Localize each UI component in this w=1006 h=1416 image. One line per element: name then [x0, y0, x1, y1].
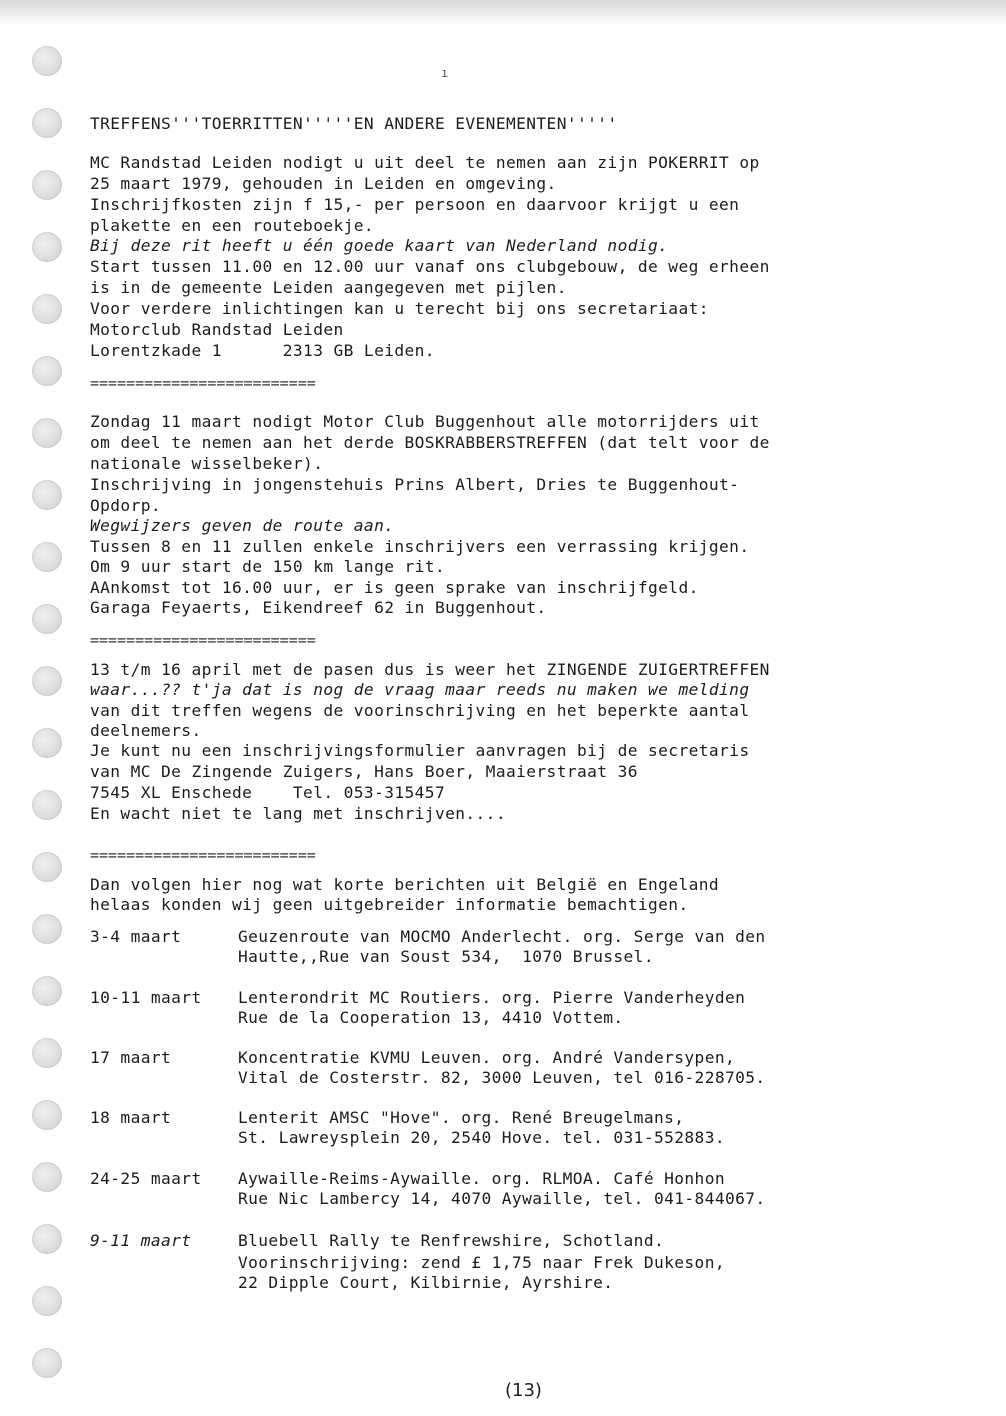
event-line: Voorinschrijving: zend £ 1,75 naar Frek Dukeson,: [238, 1253, 725, 1272]
section-2-line: nationale wisselbeker).: [90, 454, 324, 473]
section-1-line: Start tussen 11.00 en 12.00 uur vanaf ons clubgebouw, de weg erheen: [90, 257, 770, 276]
page-number: (13): [505, 1380, 542, 1401]
section-1-line: Motorclub Randstad Leiden: [90, 320, 344, 339]
section-3-line: deelnemers.: [90, 721, 202, 740]
section-1-line: Lorentzkade 1 2313 GB Leiden.: [90, 341, 435, 360]
section-1-line: MC Randstad Leiden nodigt u uit deel te nemen aan zijn POKERRIT op: [90, 153, 760, 172]
section-1-line: Bij deze rit heeft u één goede kaart van Nederland nodig.: [90, 236, 669, 255]
event-line: Aywaille-Reims-Aywaille. org. RLMOA. Café Honhon: [238, 1169, 725, 1188]
binder-hole: [32, 914, 62, 944]
binder-hole: [32, 294, 62, 324]
section-2-line: Garaga Feyaerts, Eikendreef 62 in Buggenhout.: [90, 598, 547, 617]
binder-hole: [32, 728, 62, 758]
section-2-line: Tussen 8 en 11 zullen enkele inschrijvers een verrassing krijgen.: [90, 537, 750, 556]
binder-hole: [32, 1162, 62, 1192]
binder-hole: [32, 418, 62, 448]
event-line: Lenterit AMSC "Hove". org. René Breugelmans,: [238, 1108, 685, 1127]
event-line: 22 Dipple Court, Kilbirnie, Ayrshire.: [238, 1273, 614, 1292]
event-line: Rue de la Cooperation 13, 4410 Vottem.: [238, 1008, 624, 1027]
section-3-line: 13 t/m 16 april met de pasen dus is weer het ZINGENDE ZUIGERTREFFEN: [90, 660, 770, 679]
section-2-line: Wegwijzers geven de route aan.: [90, 516, 395, 535]
section-3-line: van dit treffen wegens de voorinschrijving en het beperkte aantal: [90, 701, 750, 720]
binder-hole: [32, 542, 62, 572]
binder-hole: [32, 46, 62, 76]
section-2-line: om deel te nemen aan het derde BOSKRABBERSTREFFEN (dat telt voor de: [90, 433, 770, 452]
section-2-line: Zondag 11 maart nodigt Motor Club Buggenhout alle motorrijders uit: [90, 412, 760, 431]
binder-hole: [32, 170, 62, 200]
event-line: Geuzenroute van MOCMO Anderlecht. org. Serge van den: [238, 927, 766, 946]
section-2-line: AAnkomst tot 16.00 uur, er is geen sprake van inschrijfgeld.: [90, 578, 699, 597]
section-1-line: plakette en een routeboekje.: [90, 216, 375, 235]
section-2-line: Opdorp.: [90, 496, 162, 515]
section-3-line: 7545 XL Enschede Tel. 053-315457: [90, 783, 446, 802]
event-date: 9-11 maart: [90, 1231, 192, 1250]
binder-hole: [32, 852, 62, 882]
binder-hole: [32, 232, 62, 262]
section-3-line: Je kunt nu een inschrijvingsformulier aanvragen bij de secretaris: [90, 741, 750, 760]
section-1-line: Inschrijfkosten zijn f 15,- per persoon en daarvoor krijgt u een: [90, 195, 740, 214]
separator-line: =========================: [90, 631, 316, 649]
section-3-line: En wacht niet te lang met inschrijven....: [90, 804, 506, 823]
binder-hole: [32, 604, 62, 634]
event-line: Koncentratie KVMU Leuven. org. André Vandersypen,: [238, 1048, 736, 1067]
section-1-line: 25 maart 1979, gehouden in Leiden en omgeving.: [90, 174, 557, 193]
section-3-line: van MC De Zingende Zuigers, Hans Boer, Maaierstraat 36: [90, 762, 638, 781]
section-1-line: Voor verdere inlichtingen kan u terecht bij ons secretariaat:: [90, 299, 709, 318]
page-top-shadow: [0, 0, 1006, 26]
event-line: Vital de Costerstr. 82, 3000 Leuven, tel 016-228705.: [238, 1068, 766, 1087]
event-line: St. Lawreysplein 20, 2540 Hove. tel. 031-552883.: [238, 1128, 725, 1147]
event-date: 10-11 maart: [90, 988, 202, 1007]
section-4-line: helaas konden wij geen uitgebreider informatie bemachtigen.: [90, 895, 689, 914]
binder-hole: [32, 356, 62, 386]
event-date: 17 maart: [90, 1048, 172, 1067]
separator-line: =========================: [90, 374, 316, 392]
section-1-line: is in de gemeente Leiden aangegeven met pijlen.: [90, 278, 567, 297]
separator-line: =========================: [90, 846, 316, 864]
binder-hole: [32, 1100, 62, 1130]
event-line: Lenterondrit MC Routiers. org. Pierre Vanderheyden: [238, 988, 746, 1007]
section-2-line: Om 9 uur start de 150 km lange rit.: [90, 557, 446, 576]
binder-holes: [32, 46, 62, 1416]
binder-hole: [32, 1224, 62, 1254]
binder-hole: [32, 108, 62, 138]
binder-hole: [32, 1038, 62, 1068]
binder-hole: [32, 790, 62, 820]
binder-hole: [32, 480, 62, 510]
section-4-line: Dan volgen hier nog wat korte berichten uit België en Engeland: [90, 875, 720, 894]
section-2-line: Inschrijving in jongenstehuis Prins Albert, Dries te Buggenhout-: [90, 475, 740, 494]
page-heading: TREFFENS'''TOERRITTEN'''''EN ANDERE EVENEMENTEN''''': [90, 114, 618, 133]
binder-hole: [32, 666, 62, 696]
top-mark: ı: [441, 66, 449, 80]
section-3-line: waar...?? t'ja dat is nog de vraag maar reeds nu maken we melding: [90, 680, 750, 699]
event-date: 24-25 maart: [90, 1169, 202, 1188]
event-date: 3-4 maart: [90, 927, 182, 946]
event-line: Bluebell Rally te Renfrewshire, Schotland.: [238, 1231, 665, 1250]
event-date: 18 maart: [90, 1108, 172, 1127]
event-line: Hautte,,Rue van Soust 534, 1070 Brussel.: [238, 947, 654, 966]
binder-hole: [32, 1286, 62, 1316]
event-line: Rue Nic Lambercy 14, 4070 Aywaille, tel. 041-844067.: [238, 1189, 766, 1208]
binder-hole: [32, 1348, 62, 1378]
binder-hole: [32, 976, 62, 1006]
